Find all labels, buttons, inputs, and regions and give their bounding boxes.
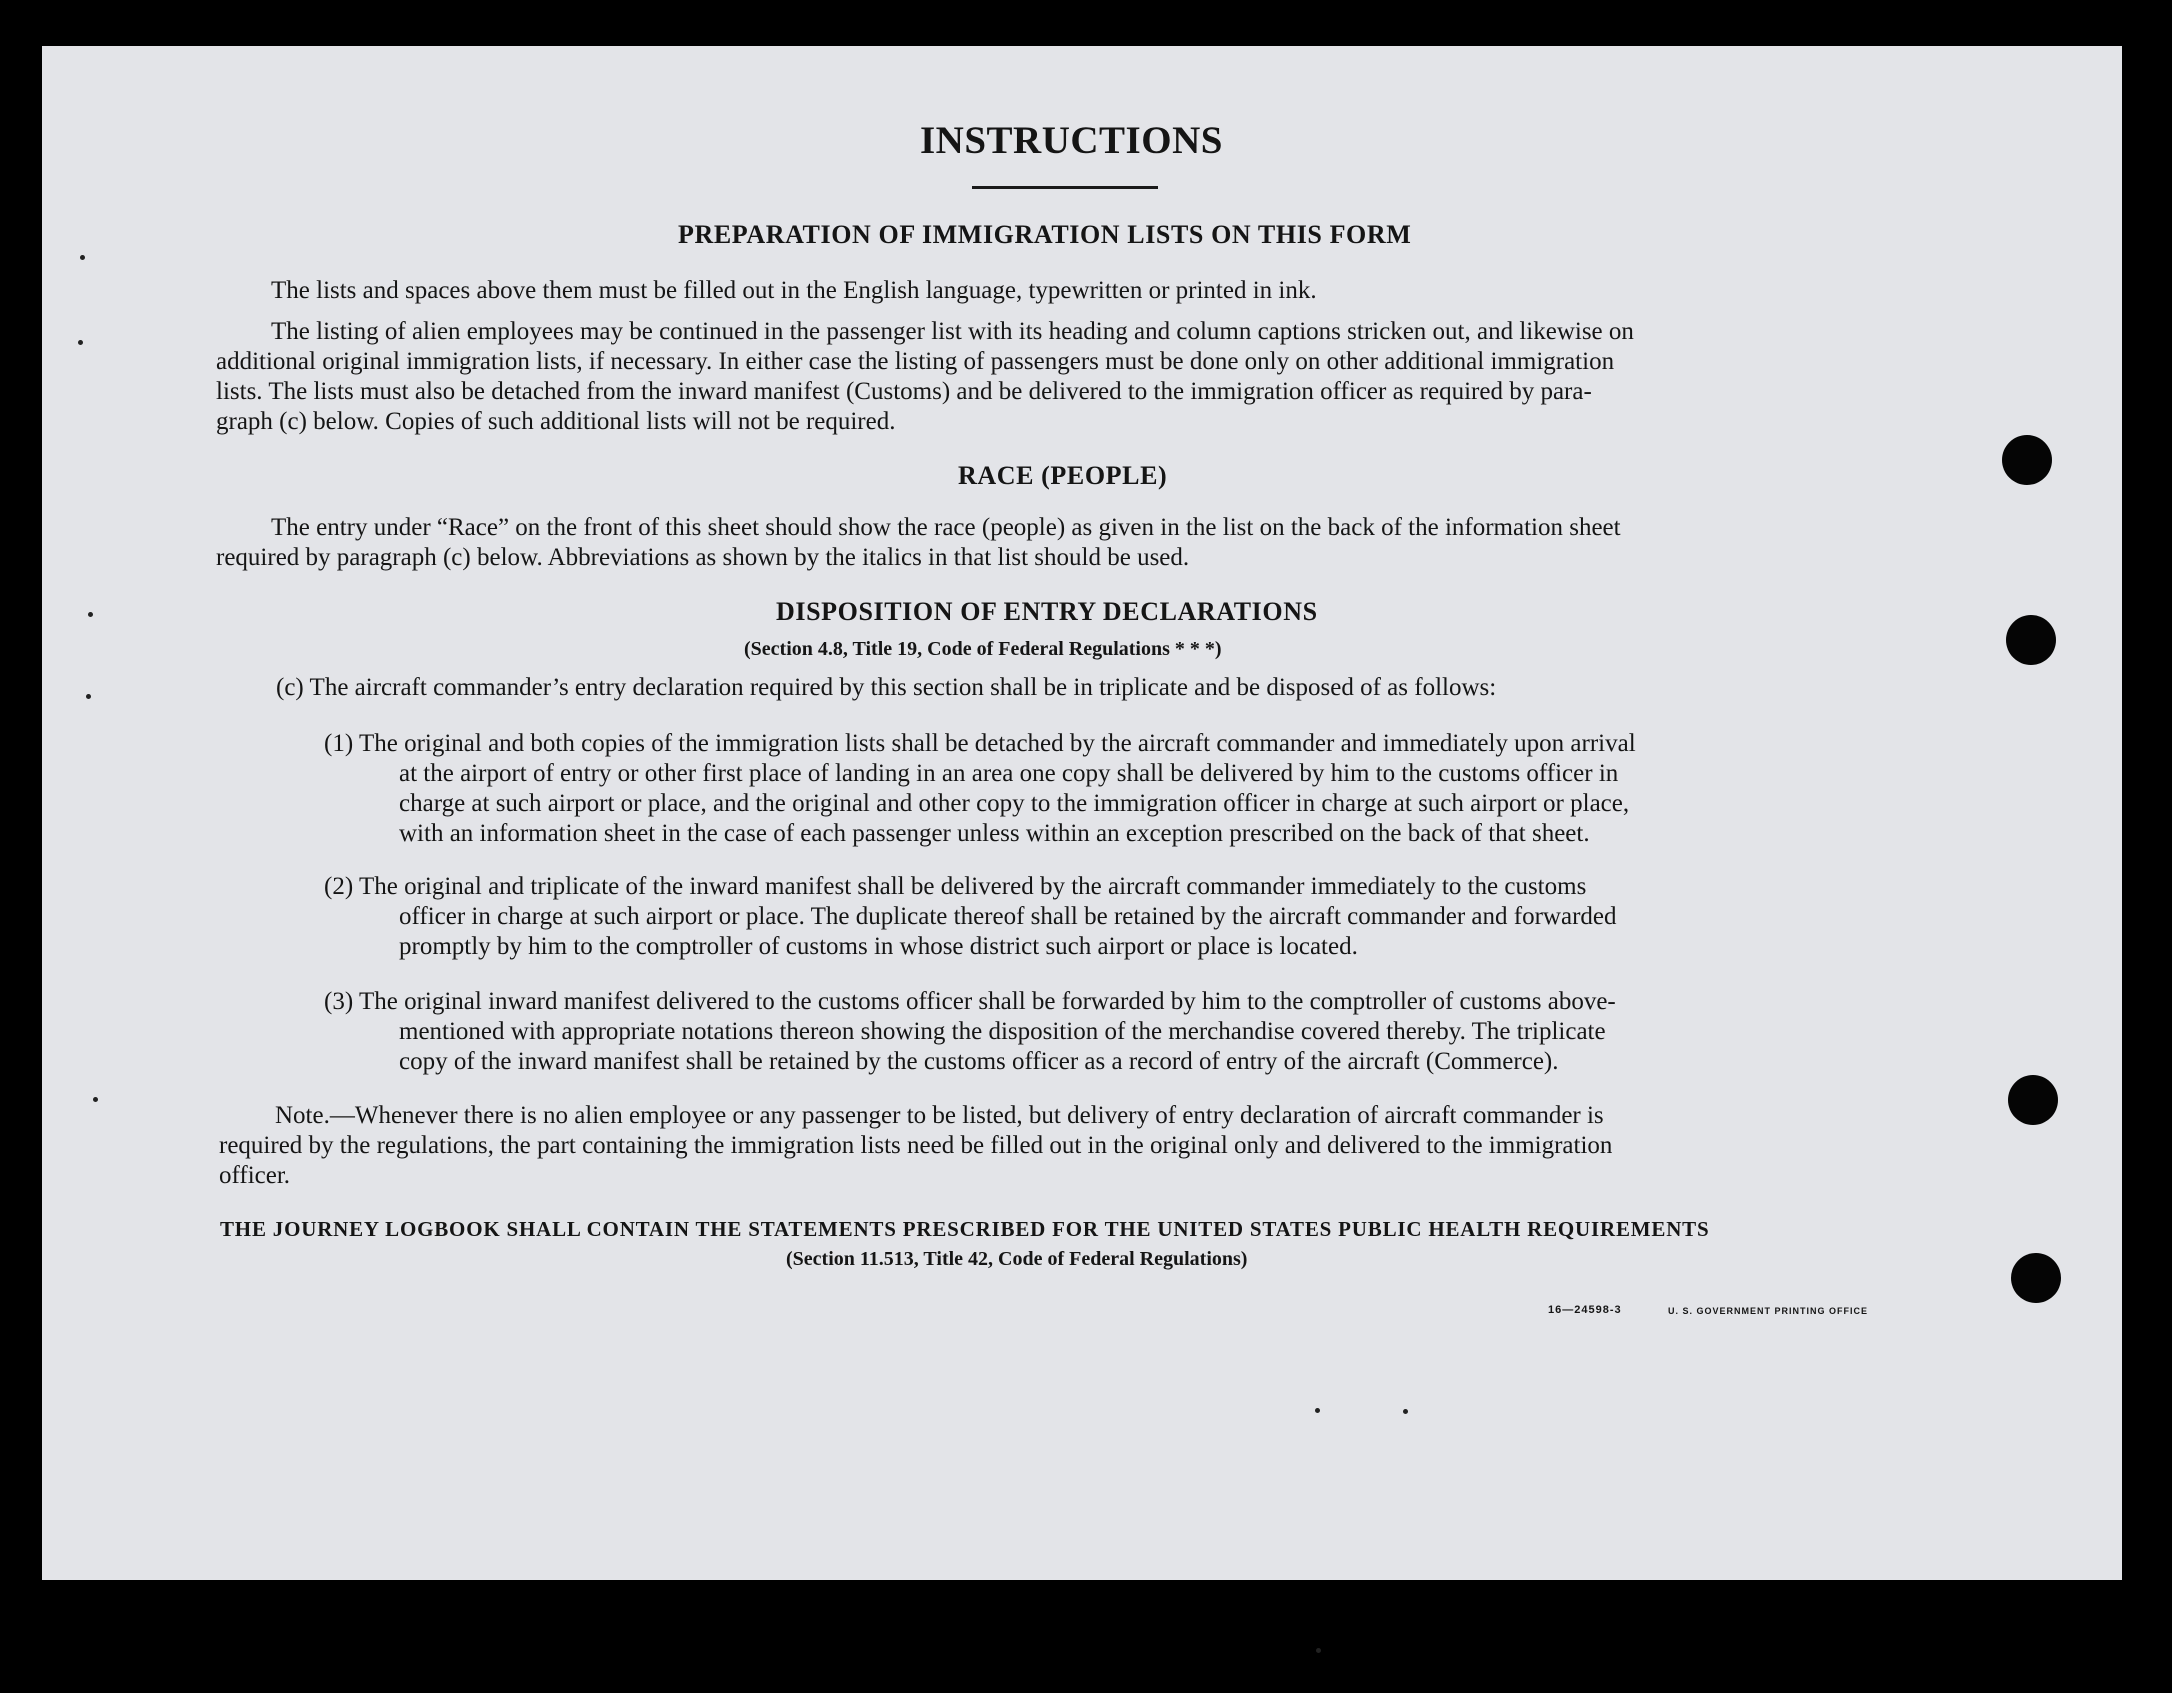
item-1-line-2: at the airport of entry or other first place of landing in an area one copy shall be delivered by him to the customs officer in xyxy=(399,760,1619,787)
para-alien-employees-line-3: lists. The lists must also be detached from the inward manifest (Customs) and be delivered to the immigration officer as required by para- xyxy=(216,378,1592,405)
item-2-line-3: promptly by him to the comptroller of customs in whose district such airport or place is located. xyxy=(399,933,1358,960)
para-english-language: The lists and spaces above them must be filled out in the English language, typewritten or printed in ink. xyxy=(271,277,1317,304)
para-race-line-2: required by paragraph (c) below. Abbreviations as shown by the italics in that list should be used. xyxy=(216,544,1190,571)
punch-hole xyxy=(2008,1075,2058,1125)
speck xyxy=(88,612,93,617)
para-race-line-1: The entry under “Race” on the front of this sheet should show the race (people) as given in the list on the back of the information sheet xyxy=(271,514,1621,541)
item-1-line-3: charge at such airport or place, and the original and other copy to the immigration officer in charge at such airport or place, xyxy=(399,790,1630,817)
punch-hole xyxy=(2002,435,2052,485)
title-underline xyxy=(972,186,1158,189)
item-2-line-2: officer in charge at such airport or place. The duplicate thereof shall be retained by the aircraft commander and forwarded xyxy=(399,903,1617,930)
note-line-2: required by the regulations, the part containing the immigration lists need be filled out in the original only and delivered to the immigration xyxy=(219,1132,1613,1159)
para-c-entry-declaration: (c) The aircraft commander’s entry declaration required by this section shall be in triplicate and be disposed of as follows: xyxy=(276,674,1497,701)
note-line-1: Note.—Whenever there is no alien employee or any passenger to be listed, but delivery of entry declaration of aircraft commander is xyxy=(275,1102,1604,1129)
item-1-line-1: (1) The original and both copies of the immigration lists shall be detached by the aircraft commander and immediately upon arrival xyxy=(324,730,1636,757)
speck xyxy=(86,694,91,699)
item-1-line-4: with an information sheet in the case of each passenger unless within an exception prescribed on the back of that sheet. xyxy=(399,820,1590,847)
printer-imprint: U. S. GOVERNMENT PRINTING OFFICE xyxy=(1668,1306,1869,1316)
page-title: INSTRUCTIONS xyxy=(920,119,1223,162)
speck xyxy=(1316,1648,1321,1653)
item-3-line-3: copy of the inward manifest shall be retained by the customs officer as a record of entry of the aircraft (Commerce). xyxy=(399,1048,1559,1075)
heading-preparation: PREPARATION OF IMMIGRATION LISTS ON THIS FORM xyxy=(678,220,1412,249)
para-alien-employees-line-2: additional original immigration lists, if necessary. In either case the listing of passengers must be done only on other additional immigration xyxy=(216,348,1615,375)
heading-race: RACE (PEOPLE) xyxy=(958,461,1168,490)
item-3-line-1: (3) The original inward manifest delivered to the customs officer shall be forwarded by him to the comptroller of customs above- xyxy=(324,988,1616,1015)
speck xyxy=(78,340,83,345)
speck xyxy=(1315,1408,1320,1413)
print-code: 16—24598-3 xyxy=(1548,1304,1622,1316)
footer-section-11-513: (Section 11.513, Title 42, Code of Federal Regulations) xyxy=(786,1248,1248,1270)
item-3-line-2: mentioned with appropriate notations thereon showing the disposition of the merchandise covered thereby. The triplicate xyxy=(399,1018,1606,1045)
item-2-line-1: (2) The original and triplicate of the inward manifest shall be delivered by the aircraft commander immediately to the customs xyxy=(324,873,1587,900)
note-line-3: officer. xyxy=(219,1162,291,1189)
speck xyxy=(1403,1409,1408,1414)
footer-public-health: THE JOURNEY LOGBOOK SHALL CONTAIN THE STATEMENTS PRESCRIBED FOR THE UNITED STATES PUBLIC HEALTH REQUIREMENTS xyxy=(220,1217,1710,1241)
subheading-section-4-8: (Section 4.8, Title 19, Code of Federal Regulations * * *) xyxy=(744,638,1222,660)
heading-disposition: DISPOSITION OF ENTRY DECLARATIONS xyxy=(776,597,1318,626)
para-alien-employees-line-1: The listing of alien employees may be continued in the passenger list with its heading and column captions stricken out, and likewise on xyxy=(271,318,1634,345)
speck xyxy=(93,1097,98,1102)
para-alien-employees-line-4: graph (c) below. Copies of such additional lists will not be required. xyxy=(216,408,896,435)
punch-hole xyxy=(2006,615,2056,665)
speck xyxy=(80,255,85,260)
punch-hole xyxy=(2011,1253,2061,1303)
